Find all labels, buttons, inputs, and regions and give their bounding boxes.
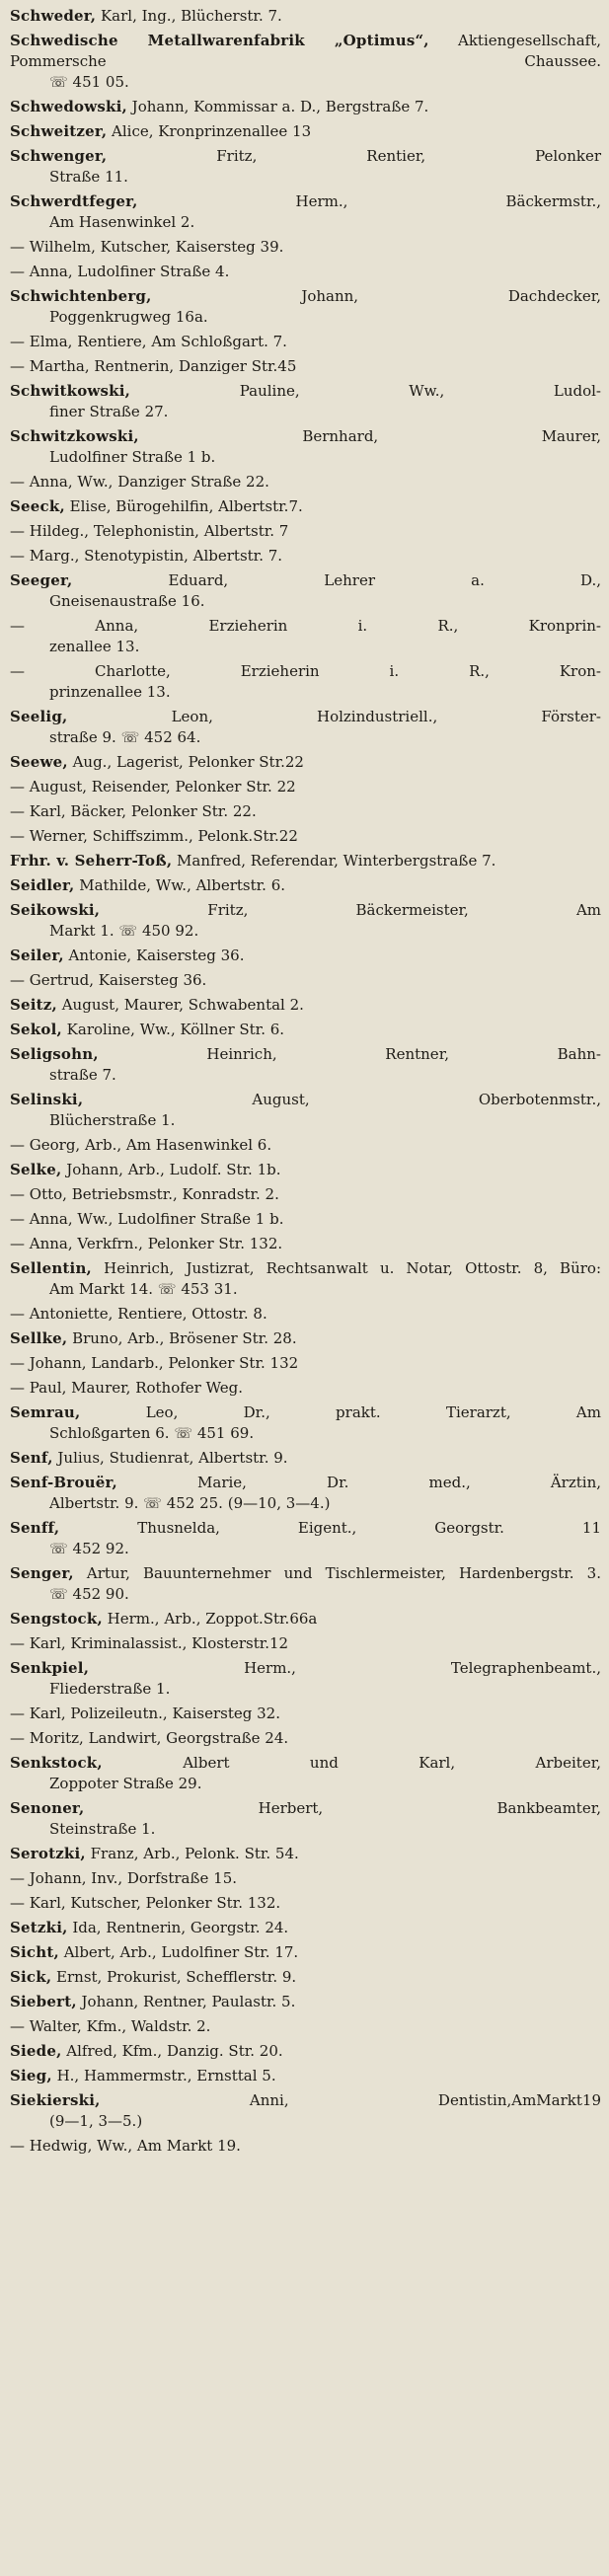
entry-first-line [10,1967,601,1988]
directory-entry [10,1518,601,1559]
entry-first-line [10,1658,601,1679]
directory-entry [10,875,601,896]
directory-entry [10,1609,601,1629]
directory-entry [10,1704,601,1724]
entry-name: Seeck, [10,497,65,515]
entry-first-line [10,1160,601,1180]
entry-details: Ida, Rentnerin, Georgstr. 24. [67,1919,289,1936]
directory-entry [10,661,601,703]
directory-entry [10,546,601,567]
entry-name: Schwitkowski, [10,382,131,400]
directory-entry [10,1563,601,1605]
entry-details: Artur, Bauunternehmer und Tischlermeister, Hardenbergstr. 3. [73,1564,601,1582]
entry-details: Herm., Bäckermstr., [137,192,601,210]
entry-details: Polizeileutn., Kaisersteg 32. [65,1705,280,1722]
entry-name: — Otto, [10,1185,67,1203]
entry-continuation: ☏ 451 05. [49,73,129,91]
entry-continuation: Am Hasenwinkel 2. [49,213,195,231]
entry-first-line [10,995,601,1016]
entry-details: Leon, Holzindustriell., Förster- [67,708,601,725]
entry-first-line [10,1402,601,1423]
entry-name: — Georg, [10,1136,81,1154]
entry-details: Thusnelda, Eigent., Georgstr. 11 [59,1519,601,1537]
entry-first-line [10,1753,601,1774]
entry-first-line [10,1234,601,1254]
entry-name: Semrau, [10,1403,81,1421]
entry-name: Sekol, [10,1021,62,1038]
directory-entry [10,2066,601,2086]
entry-first-line [10,521,601,542]
entry-first-line [10,1918,601,1938]
directory-entry [10,1967,601,1988]
entry-name: Seewe, [10,753,68,771]
entry-name: — Elma, [10,333,73,350]
directory-entry [10,570,601,612]
entry-first-line [10,6,601,27]
entry-details: Erzieherin i. R., Kron- [170,662,601,680]
entry-first-line [10,356,601,377]
entry-name: — Hedwig, [10,2137,93,2155]
entry-name: Schwenger, [10,147,108,165]
entry-name: — Karl, [10,1894,66,1912]
entry-first-line [10,661,601,682]
entry-name: Senoner, [10,1799,85,1817]
directory-entry [10,381,601,422]
entry-name: Schweder, [10,7,97,25]
entry-name: Seeger, [10,571,73,589]
entry-continuation: Schloßgarten 6. ☏ 451 69. [49,1424,255,1442]
entry-details: Antonie, Kaisersteg 36. [63,947,245,964]
entry-first-line [10,1868,601,1889]
entry-first-line [10,2066,601,2086]
entry-name: Seelig, [10,708,68,725]
entry-name: Serotzki, [10,1845,86,1862]
entry-first-line [10,946,601,966]
entry-details: Ernst, Prokurist, Schefflerstr. 9. [51,1968,297,1986]
directory-entry [10,262,601,282]
entry-details: Erzieherin i. R., Kronprin- [138,617,601,635]
entry-details: Ww., Am Markt 19. [92,2137,241,2155]
entry-name: — Gertrud, [10,971,95,989]
entry-details: Julius, Studienrat, Albertstr. 9. [52,1449,288,1467]
directory-entry [10,1448,601,1469]
entry-details: Johann, Arb., Ludolf. Str. 1b. [61,1161,281,1178]
entry-details: Landwirt, Georgstraße 24. [83,1729,289,1747]
entry-first-line [10,1609,601,1629]
directory-entry [10,1209,601,1230]
entry-name: Schweitzer, [10,122,108,140]
entry-first-line [10,97,601,117]
entry-name: — Moritz, [10,1729,84,1747]
entry-first-line [10,1563,601,1584]
directory-entry [10,2016,601,2037]
entry-details: Pauline, Ww., Ludol- [130,382,601,400]
entry-continuation: Albertstr. 9. ☏ 452 25. (9—10, 3—4.) [49,1494,331,1512]
entry-name: Senkpiel, [10,1659,90,1677]
entry-details: Betriebsmstr., Konradstr. 2. [66,1185,279,1203]
directory-entry [10,521,601,542]
directory-entry [10,1918,601,1938]
directory-entry [10,1020,601,1040]
directory-entry [10,900,601,942]
entry-continuation: Steinstraße 1. [49,1820,156,1838]
directory-entry [10,1942,601,1963]
entry-details: August, Maurer, Schwabental 2. [56,996,304,1014]
entry-details: Kutscher, Pelonker Str. 132. [65,1894,281,1912]
entry-name: Siede, [10,2042,62,2060]
entry-continuation: Straße 11. [49,168,128,186]
entry-details: Eduard, Lehrer a. D., [72,571,601,589]
entry-continuation: Poggenkrugweg 16a. [49,308,208,326]
entry-name: Schwitzkowski, [10,427,139,445]
entry-first-line [10,237,601,258]
entry-details: H., Hammermstr., Ernsttal 5. [51,2067,276,2084]
directory-entry [10,356,601,377]
entry-continuation: prinzenallee 13. [49,683,171,701]
directory-entry [10,1378,601,1399]
entry-continuation: Markt 1. ☏ 450 92. [49,922,199,940]
entry-continuation: Blücherstraße 1. [49,1111,176,1129]
entry-name: — Anna, [10,263,73,280]
entry-details: Verkfrn., Pelonker Str. 132. [72,1235,283,1252]
entry-details: Elise, Bürogehilfin, Albertstr.7. [64,497,303,515]
entry-first-line [10,381,601,402]
entry-name: — Johann, [10,1354,87,1372]
entry-continuation: ☏ 452 90. [49,1585,129,1603]
entry-first-line [10,851,601,871]
directory-entry [10,31,601,93]
directory-entry [10,1234,601,1254]
entry-details: Alfred, Kfm., Danzig. Str. 20. [61,2042,283,2060]
directory-entry [10,1753,601,1794]
entry-details: August, Oberbotenmstr., [83,1091,601,1108]
entry-name: — Anna, [10,617,139,635]
directory-entry [10,191,601,233]
directory-entry [10,1992,601,2012]
entry-continuation: zenallee 13. [49,638,140,655]
entry-details: Manfred, Referendar, Winterbergstraße 7. [172,852,496,870]
entry-name: — Anna, [10,473,73,491]
directory-entry [10,496,601,517]
directory-entry [10,1044,601,1086]
entry-name: Schwedische Metallwarenfabrik „Optimus“, [10,32,429,49]
entry-first-line [10,1518,601,1539]
directory-entry [10,970,601,991]
entry-details: Rentiere, Am Schloßgart. 7. [72,333,287,350]
entry-details: Anni, Dentistin,AmMarkt19 [100,2091,601,2109]
entry-first-line [10,616,601,637]
entry-first-line [10,1209,601,1230]
directory-entry [10,707,601,748]
entry-name: — Walter, [10,2017,82,2035]
entry-details: Karl, Ing., Blücherstr. 7. [96,7,282,25]
directory-entry [10,616,601,657]
entry-continuation: finer Straße 27. [49,403,169,420]
directory-entry [10,332,601,352]
entry-first-line [10,1328,601,1349]
entry-name: Seligsohn, [10,1045,99,1063]
entry-first-line [10,826,601,847]
entry-first-line [10,752,601,773]
entry-name: Senger, [10,1564,74,1582]
entry-name: Sellentin, [10,1259,92,1277]
entry-first-line [10,1020,601,1040]
directory-entry [10,777,601,797]
entry-details: Rentnerin, Danziger Str.45 [89,357,297,375]
entry-first-line [10,546,601,567]
entry-details: Ludolfiner Straße 4. [72,263,230,280]
directory-entry [10,426,601,468]
entry-details: Arb., Am Hasenwinkel 6. [80,1136,272,1154]
entry-name: Sellke, [10,1329,68,1347]
entry-details: Albert und Karl, Arbeiter, [102,1754,601,1772]
entry-name: — Anna, [10,1210,73,1228]
entry-continuation: ☏ 452 92. [49,1540,129,1557]
entry-name: Siebert, [10,1993,77,2010]
entry-first-line [10,1184,601,1205]
entry-first-line [10,2041,601,2062]
entry-name: — Karl, [10,802,66,820]
entry-first-line [10,1304,601,1325]
entry-name: Frhr. v. Seherr-Toß, [10,852,173,870]
directory-entry [10,97,601,117]
entry-details: Fritz, Rentier, Pelonker [107,147,601,165]
entry-first-line [10,332,601,352]
entry-first-line [10,2016,601,2037]
entry-first-line [10,1448,601,1469]
directory-entry [10,2041,601,2062]
entry-name: Seikowski, [10,901,101,919]
directory-entry [10,121,601,142]
directory-entry [10,851,601,871]
entry-details: Albert, Arb., Ludolfiner Str. 17. [58,1943,299,1961]
entry-name: — Johann, [10,1869,87,1887]
entry-first-line [10,875,601,896]
entry-first-line [10,146,601,167]
entry-first-line [10,1992,601,2012]
directory-entry [10,2090,601,2132]
entry-name: — Martha, [10,357,90,375]
entry-name: Senf-Brouër, [10,1474,117,1491]
entry-details: Heinrich, Justizrat, Rechtsanwalt u. Notar, Ottostr. 8, Büro: [91,1259,601,1277]
directory-entry [10,2136,601,2157]
entry-details: Reisender, Pelonker Str. 22 [87,778,296,796]
entry-name: Seiler, [10,947,64,964]
directory-entry [10,1798,601,1840]
entry-name: — Karl, [10,1705,66,1722]
entry-name: — Werner, [10,827,88,845]
entry-details: Kaisersteg 36. [94,971,207,989]
entry-details: Fritz, Bäckermeister, Am [100,901,601,919]
entry-name: Siekierski, [10,2091,101,2109]
entry-details: Alice, Kronprinzenallee 13 [107,122,312,140]
entry-name: Schwerdtfeger, [10,192,138,210]
entry-details: Landarb., Pelonker Str. 132 [86,1354,299,1372]
directory-entry [10,1184,601,1205]
entry-details: Bruno, Arb., Brösener Str. 28. [67,1329,297,1347]
entry-first-line [10,1728,601,1749]
entry-name: Selinski, [10,1091,84,1108]
entry-name: Senff, [10,1519,60,1537]
entry-first-line [10,1378,601,1399]
entry-details: Franz, Arb., Pelonk. Str. 54. [85,1845,299,1862]
entry-details: Johann, Dachdecker, [151,287,601,305]
entry-details: Maurer, Rothofer Weg. [66,1379,244,1397]
entry-details: Bernhard, Maurer, [138,427,601,445]
entry-name: Senf, [10,1449,53,1467]
entry-name: — Hildeg., [10,522,90,540]
entry-details: Herm., Telegraphenbeamt., [89,1659,601,1677]
entry-details: Stenotypistin, Albertstr. 7. [79,547,283,565]
directory-entry [10,146,601,188]
entry-first-line [10,286,601,307]
entry-first-line [10,1704,601,1724]
entry-details: Telephonistin, Albertstr. 7 [89,522,289,540]
entry-details: Leo, Dr., prakt. Tierarzt, Am [80,1403,601,1421]
entry-details: Kutscher, Kaisersteg 39. [95,238,284,256]
entry-name: Senkstock, [10,1754,103,1772]
directory-entry [10,826,601,847]
entry-details: Inv., Dorfstraße 15. [86,1869,238,1887]
entry-name: Schwichtenberg, [10,287,152,305]
entry-name: — Antoniette, [10,1305,114,1323]
entry-name: — Anna, [10,1235,73,1252]
entry-name: Seitz, [10,996,57,1014]
directory-entry [10,1633,601,1654]
entry-details: Herm., Arb., Zoppot.Str.66a [102,1610,318,1628]
directory-entry [10,1090,601,1131]
entry-name: Seidler, [10,876,75,894]
entry-name: — Charlotte, [10,662,171,680]
entry-continuation: Fliederstraße 1. [49,1680,171,1698]
entry-first-line [10,31,601,72]
entry-name: — Karl, [10,1634,66,1652]
entry-name: Schwedowski, [10,98,127,115]
entry-details: Kriminalassist., Klosterstr.12 [65,1634,289,1652]
directory-entry [10,1328,601,1349]
entry-name: Selke, [10,1161,62,1178]
entry-first-line [10,1942,601,1963]
directory-entry [10,1844,601,1864]
entry-details: Aug., Lagerist, Pelonker Str.22 [67,753,304,771]
entry-name: Sieg, [10,2067,52,2084]
entry-continuation: Am Markt 14. ☏ 453 31. [49,1280,238,1298]
entry-first-line [10,801,601,822]
directory-entry [10,1473,601,1514]
directory-entry [10,1402,601,1444]
directory-entry [10,6,601,27]
entry-name: — Marg., [10,547,80,565]
entry-continuation: Gneisenaustraße 16. [49,592,205,610]
entry-first-line [10,1473,601,1493]
entry-details: Karoline, Ww., Köllner Str. 6. [61,1021,285,1038]
entry-first-line [10,970,601,991]
entry-continuation: straße 7. [49,1066,116,1084]
entry-details: Heinrich, Rentner, Bahn- [98,1045,601,1063]
entry-details: Kfm., Waldstr. 2. [81,2017,211,2035]
directory-entry [10,752,601,773]
entry-details: Ww., Ludolfiner Straße 1 b. [72,1210,284,1228]
directory-entry [10,286,601,328]
entry-first-line [10,1353,601,1374]
entry-first-line [10,472,601,492]
directory-entry [10,1658,601,1700]
directory-entry [10,995,601,1016]
directory-entry [10,237,601,258]
entry-first-line [10,1044,601,1065]
entry-details: Bäcker, Pelonker Str. 22. [65,802,257,820]
entry-details: Schiffszimm., Pelonk.Str.22 [87,827,298,845]
entry-first-line [10,1893,601,1914]
entry-first-line [10,570,601,591]
entry-details: Ww., Danziger Straße 22. [72,473,269,491]
entry-first-line [10,1258,601,1279]
entry-details: Marie, Dr. med., Ärztin, [116,1474,601,1491]
entry-name: — Paul, [10,1379,67,1397]
entry-continuation: Ludolfiner Straße 1 b. [49,448,216,466]
entry-first-line [10,2090,601,2111]
entry-first-line [10,121,601,142]
directory-entry [10,1258,601,1300]
entry-name: Sengstock, [10,1610,103,1628]
entry-name: Setzki, [10,1919,68,1936]
entry-first-line [10,426,601,447]
entry-first-line [10,496,601,517]
directory-entry [10,1135,601,1156]
entry-first-line [10,191,601,212]
entry-first-line [10,1090,601,1110]
entry-first-line [10,2136,601,2157]
directory-entry [10,1893,601,1914]
directory-entry [10,472,601,492]
entry-first-line [10,1633,601,1654]
directory-entry [10,801,601,822]
entry-name: Sicht, [10,1943,59,1961]
directory-entry [10,1160,601,1180]
entry-first-line [10,262,601,282]
entry-continuation: (9—1, 3—5.) [49,2112,143,2130]
entry-first-line [10,777,601,797]
directory-entry [10,946,601,966]
entry-first-line [10,1135,601,1156]
entry-name: — Wilhelm, [10,238,96,256]
entry-name: Sick, [10,1968,52,1986]
entry-details: Mathilde, Ww., Albertstr. 6. [74,876,286,894]
directory-entry [10,1728,601,1749]
entry-continuation: straße 9. ☏ 452 64. [49,728,201,746]
entry-details: Johann, Kommissar a. D., Bergstraße 7. [126,98,429,115]
directory-entry [10,1353,601,1374]
entry-name: — August, [10,778,88,796]
entry-first-line [10,1844,601,1864]
entry-details: Johann, Rentner, Paulastr. 5. [76,1993,296,2010]
entry-details: Rentiere, Ottostr. 8. [113,1305,267,1323]
entry-first-line [10,1798,601,1819]
entry-details: Herbert, Bankbeamter, [84,1799,601,1817]
entry-continuation: Zoppoter Straße 29. [49,1775,202,1792]
directory-entry [10,1868,601,1889]
entry-details: Aktiengesellschaft, Pommersche Chaussee. [10,32,601,70]
entry-first-line [10,707,601,727]
entry-first-line [10,900,601,921]
directory-entry [10,1304,601,1325]
